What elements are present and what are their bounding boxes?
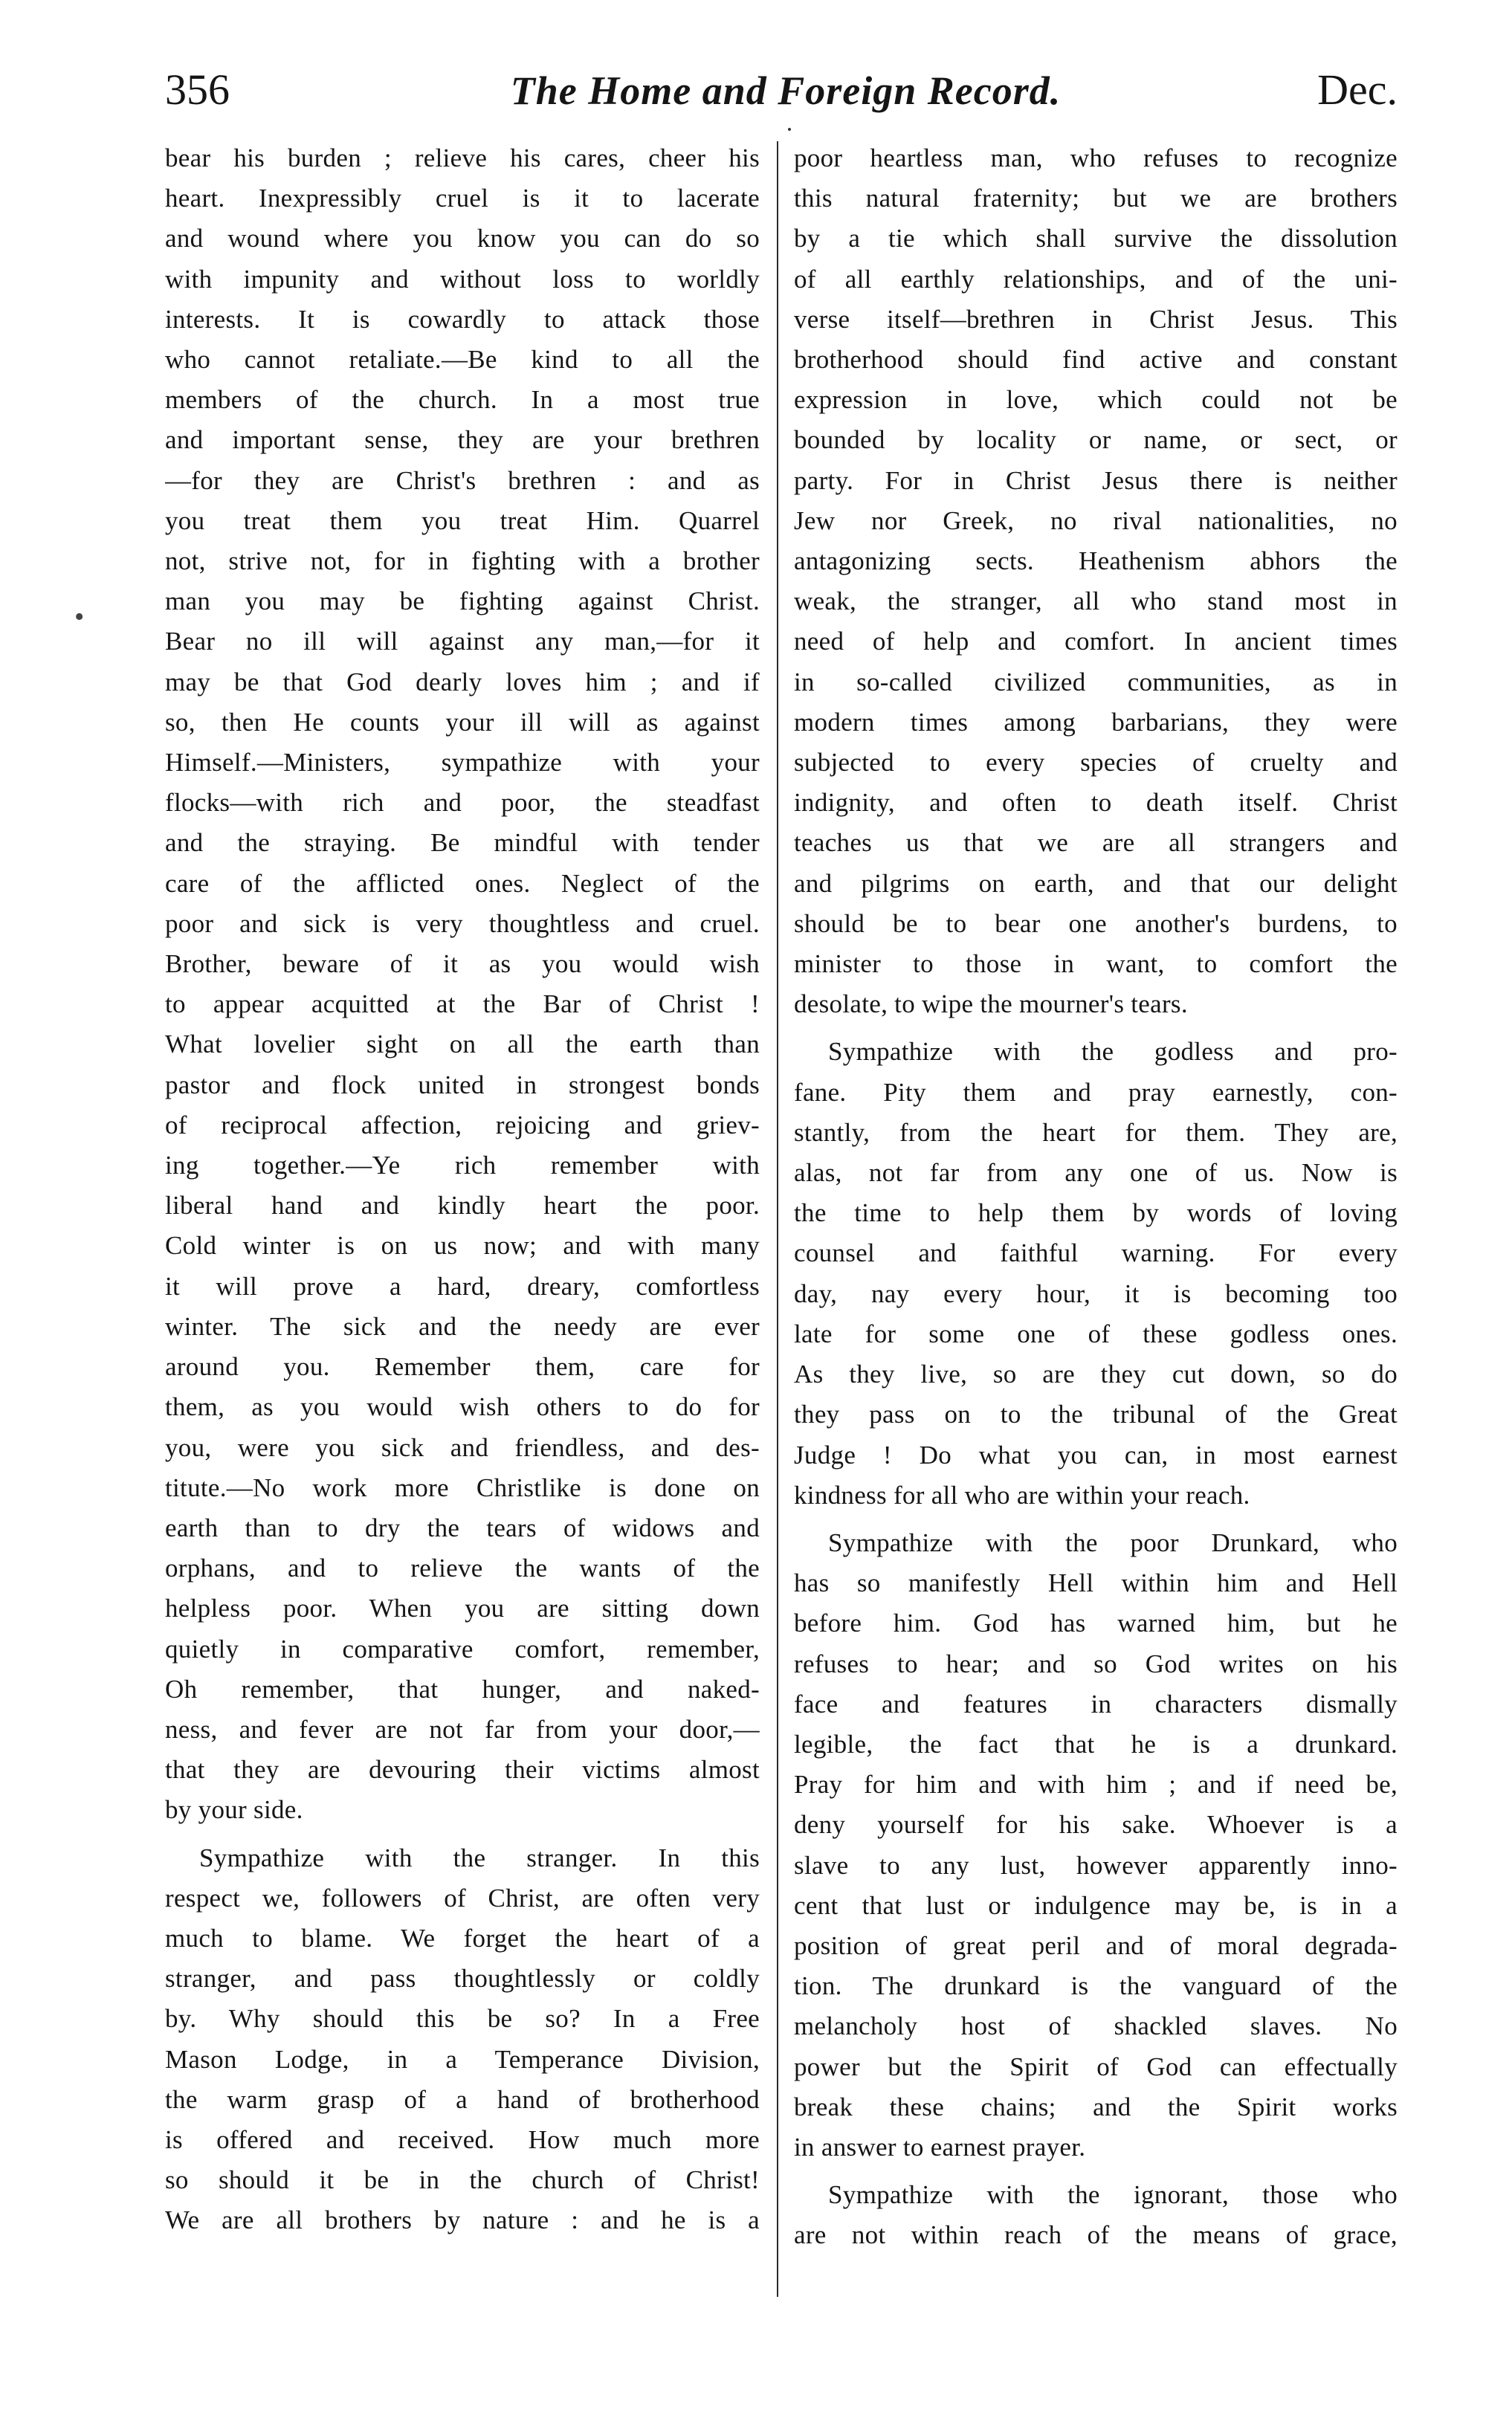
text-line: Sympathize with the ignorant, those who: [828, 2180, 1398, 2210]
text-line: party. For in Christ Jesus there is neither: [794, 465, 1398, 495]
paragraph: [794, 1032, 1398, 1515]
text-line: Bear no ill will against any man,—for it: [165, 627, 760, 656]
text-line: Himself.—Ministers, sympathize with your: [165, 748, 760, 778]
text-line: and important sense, they are your brethren: [165, 425, 760, 455]
text-line: heart. Inexpressibly cruel is it to lacerate: [165, 184, 760, 213]
text-line: liberal hand and kindly heart the poor.: [165, 1191, 760, 1221]
left-column: [165, 138, 760, 2241]
text-line: stranger, and pass thoughtlessly or coldly: [165, 1964, 760, 1994]
text-line: the time to help them by words of loving: [794, 1198, 1398, 1228]
text-line: Sympathize with the godless and pro-: [828, 1037, 1398, 1067]
text-line: quietly in comparative comfort, remember,: [165, 1634, 760, 1664]
text-line: so should it be in the church of Christ!: [165, 2165, 760, 2195]
text-line: weak, the stranger, all who stand most in: [794, 586, 1398, 616]
text-line: around you. Remember them, care for: [165, 1352, 760, 1382]
text-line: What lovelier sight on all the earth than: [165, 1030, 760, 1059]
text-line: is offered and received. How much more: [165, 2124, 760, 2154]
text-line: late for some one of these godless ones.: [794, 1319, 1398, 1348]
text-line: may be that God dearly loves him ; and if: [165, 667, 760, 696]
text-line: Brother, beware of it as you would wish: [165, 949, 760, 979]
text-line: Mason Lodge, in a Temperance Division,: [165, 2044, 760, 2074]
text-line: expression in love, which could not be: [794, 385, 1398, 415]
text-line: are not within reach of the means of grace,: [794, 2220, 1398, 2250]
paragraph: [794, 138, 1398, 1024]
column-divider: [777, 141, 778, 2297]
text-line: care of the afflicted ones. Neglect of the: [165, 868, 760, 898]
text-line: Jew nor Greek, no rival nationalities, no: [794, 505, 1398, 535]
text-line: by a tie which shall survive the dissolution: [794, 224, 1398, 253]
text-line: stantly, from the heart for them. They are,: [794, 1117, 1398, 1147]
text-line: to appear acquitted at the Bar of Christ !: [165, 989, 760, 1019]
text-line: minister to those in want, to comfort the: [794, 949, 1398, 979]
text-line: We are all brothers by nature : and he is a: [165, 2205, 760, 2235]
text-line: fane. Pity them and pray earnestly, con-: [794, 1077, 1398, 1107]
text-line: verse itself—brethren in Christ Jesus. This: [794, 304, 1398, 334]
text-line: day, nay every hour, it is becoming too: [794, 1279, 1398, 1308]
text-line: who cannot retaliate.—Be kind to all the: [165, 345, 760, 375]
text-line: and the straying. Be mindful with tender: [165, 828, 760, 858]
text-line: Sympathize with the stranger. In this: [199, 1843, 760, 1872]
text-line: you, were you sick and friendless, and des-: [165, 1432, 760, 1462]
paragraph: [794, 2175, 1398, 2255]
text-line: slave to any lust, however apparently inno-: [794, 1850, 1398, 1880]
text-line: kindness for all who are within your reach.: [794, 1480, 1250, 1510]
text-line: by your side.: [165, 1795, 303, 1825]
text-line: need of help and comfort. In ancient times: [794, 627, 1398, 656]
text-line: position of great peril and of moral degrada-: [794, 1930, 1398, 1960]
text-line: before him. God has warned him, but he: [794, 1609, 1398, 1638]
page-header: [165, 64, 1398, 123]
text-line: antagonizing sects. Heathenism abhors the: [794, 546, 1398, 576]
text-line: poor heartless man, who refuses to recognize: [794, 143, 1398, 172]
text-line: in so-called civilized communities, as in: [794, 667, 1398, 696]
margin-mark: •: [74, 601, 85, 633]
text-line: bounded by locality or name, or sect, or: [794, 425, 1398, 455]
header-dot: [788, 128, 791, 131]
text-line: and pilgrims on earth, and that our delight: [794, 868, 1398, 898]
text-line: melancholy host of shackled slaves. No: [794, 2011, 1398, 2041]
text-line: alas, not far from any one of us. Now is: [794, 1158, 1398, 1188]
issue-month: Dec.: [1317, 65, 1398, 114]
text-line: Cold winter is on us now; and with many: [165, 1231, 760, 1261]
text-line: interests. It is cowardly to attack those: [165, 304, 760, 334]
text-line: brotherhood should find active and constant: [794, 345, 1398, 375]
text-line: should be to bear one another's burdens, to: [794, 908, 1398, 938]
text-line: not, strive not, for in fighting with a brother: [165, 546, 760, 576]
text-line: winter. The sick and the needy are ever: [165, 1311, 760, 1341]
text-line: Judge ! Do what you can, in most earnest: [794, 1440, 1398, 1470]
text-line: them, as you would wish others to do for: [165, 1392, 760, 1422]
text-line: Sympathize with the poor Drunkard, who: [828, 1528, 1398, 1557]
text-line: counsel and faithful warning. For every: [794, 1238, 1398, 1268]
text-line: this natural fraternity; but we are brothers: [794, 184, 1398, 213]
text-line: ing together.—Ye rich remember with: [165, 1151, 760, 1180]
text-line: by. Why should this be so? In a Free: [165, 2004, 760, 2034]
text-line: legible, the fact that he is a drunkard.: [794, 1729, 1398, 1759]
text-line: teaches us that we are all strangers and: [794, 828, 1398, 858]
text-line: pastor and flock united in strongest bonds: [165, 1070, 760, 1099]
text-line: of all earthly relationships, and of the uni-: [794, 264, 1398, 294]
text-line: cent that lust or indulgence may be, is in a: [794, 1890, 1398, 1920]
text-line: power but the Spirit of God can effectually: [794, 2052, 1398, 2081]
text-line: orphans, and to relieve the wants of the: [165, 1554, 760, 1583]
text-line: poor and sick is very thoughtless and cruel.: [165, 908, 760, 938]
text-line: —for they are Christ's brethren : and as: [165, 465, 760, 495]
text-line: with impunity and without loss to worldly: [165, 264, 760, 294]
text-line: earth than to dry the tears of widows and: [165, 1513, 760, 1542]
text-line: it will prove a hard, dreary, comfortless: [165, 1271, 760, 1301]
text-line: modern times among barbarians, they were: [794, 707, 1398, 737]
text-line: in answer to earnest prayer.: [794, 2132, 1086, 2162]
text-line: so, then He counts your ill will as against: [165, 707, 760, 737]
text-line: ness, and fever are not far from your door,—: [165, 1714, 760, 1744]
text-line: they pass on to the tribunal of the Great: [794, 1400, 1398, 1429]
text-line: deny yourself for his sake. Whoever is a: [794, 1810, 1398, 1840]
text-line: respect we, followers of Christ, are often very: [165, 1883, 760, 1913]
paragraph: [794, 1523, 1398, 2168]
text-line: Oh remember, that hunger, and naked-: [165, 1674, 760, 1704]
page-number: 356: [165, 65, 230, 114]
text-line: and wound where you know you can do so: [165, 224, 760, 253]
text-line: members of the church. In a most true: [165, 385, 760, 415]
text-line: that they are devouring their victims almost: [165, 1755, 760, 1785]
text-line: face and features in characters dismally: [794, 1689, 1398, 1719]
paragraph: [165, 138, 760, 1831]
text-line: titute.—No work more Christlike is done on: [165, 1473, 760, 1502]
text-line: you treat them you treat Him. Quarrel: [165, 505, 760, 535]
text-line: subjected to every species of cruelty and: [794, 748, 1398, 778]
text-line: desolate, to wipe the mourner's tears.: [794, 989, 1188, 1019]
text-line: much to blame. We forget the heart of a: [165, 1923, 760, 1953]
right-column: [794, 138, 1398, 2256]
text-line: flocks—with rich and poor, the steadfast: [165, 788, 760, 818]
text-line: As they live, so are they cut down, so do: [794, 1360, 1398, 1389]
text-line: man you may be fighting against Christ.: [165, 586, 760, 616]
text-line: tion. The drunkard is the vanguard of the: [794, 1971, 1398, 2001]
text-line: the warm grasp of a hand of brotherhood: [165, 2084, 760, 2114]
text-line: helpless poor. When you are sitting down: [165, 1594, 760, 1623]
text-line: indignity, and often to death itself. Christ: [794, 788, 1398, 818]
text-line: Pray for him and with him ; and if need be,: [794, 1770, 1398, 1800]
text-line: has so manifestly Hell within him and Hell: [794, 1568, 1398, 1598]
text-line: of reciprocal affection, rejoicing and griev-: [165, 1110, 760, 1140]
text-line: refuses to hear; and so God writes on his: [794, 1649, 1398, 1678]
paragraph: [165, 1838, 760, 2241]
running-title: The Home and Foreign Record.: [510, 68, 1062, 113]
text-line: break these chains; and the Spirit works: [794, 2092, 1398, 2121]
text-line: bear his burden ; relieve his cares, cheer his: [165, 143, 760, 172]
